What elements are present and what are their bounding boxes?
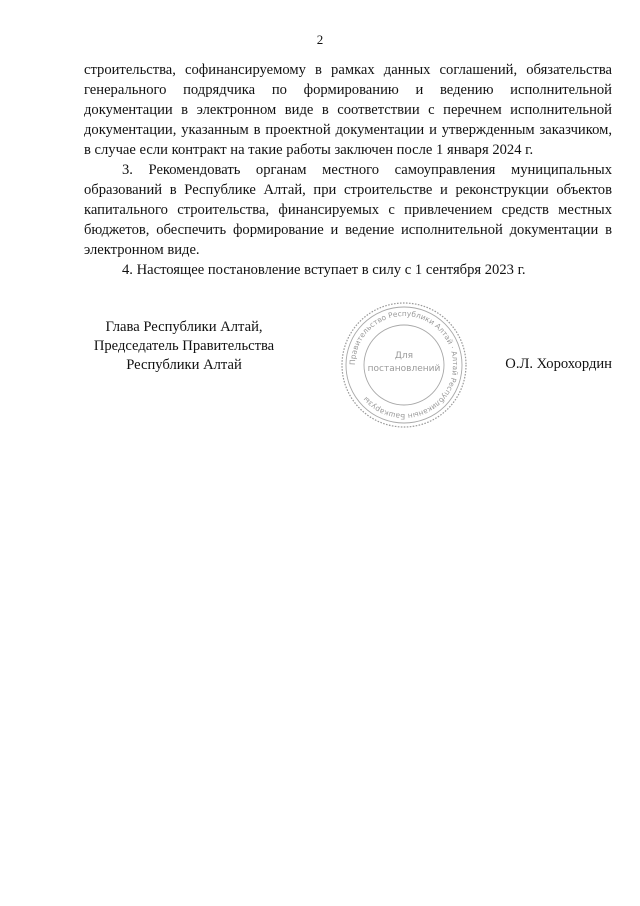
signatory-title-line: Глава Республики Алтай, — [105, 319, 263, 335]
page-number: 2 — [316, 32, 324, 47]
signatory-title-line: Председатель Правительства — [93, 338, 275, 354]
signatory-title-line: Республики Алтай — [126, 357, 242, 373]
signatory-name: О.Л. Хорохордин — [505, 356, 612, 372]
body-text — [84, 60, 612, 280]
signatory-title — [84, 318, 284, 375]
paragraph-3: 3. Рекомендовать органам местного самоуправления муниципальных образований в Республике Алтай, при строительстве и реконструкции объектов капитального строительства, финансируемых с привлечением средств местных бюджетов, обеспечить формирование и ведение исполнительной документации в электронном виде. — [84, 162, 612, 258]
stamp-center-line-2: постановлений — [367, 364, 441, 374]
stamp-center-line-1: Для — [394, 351, 414, 361]
paragraph-continuation: строительства, софинансируемому в рамках данных соглашений, обязательства генерального подрядчика по формированию и ведению исполнительной документации в электронном виде в соответствии с перечнем исполнительной документации, указанным в проектной документации и утвержденным заказчиком, в случае если контракт на такие работы заключен после 1 января 2024 г. — [84, 62, 612, 158]
paragraph-4: 4. Настоящее постановление вступает в силу с 1 сентября 2023 г. — [122, 262, 526, 278]
official-stamp — [339, 300, 469, 430]
stamp-ring-text: Правительство Республики Алтай · Алтай Республиканын Башкарузы — [347, 308, 461, 422]
